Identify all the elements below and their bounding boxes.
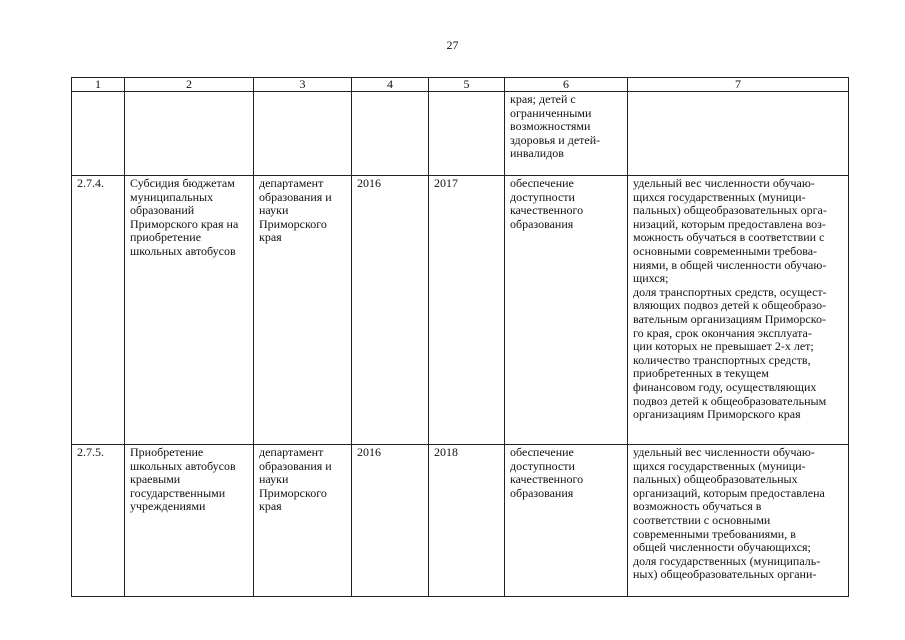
text-line: Приморского края на	[130, 216, 239, 231]
program-activities-table	[71, 77, 849, 597]
text-line: муниципальных	[130, 189, 214, 204]
text-line: доля государственных (муниципаль-	[633, 553, 821, 568]
text-line: возможностями	[510, 119, 591, 134]
text-line: образования и	[259, 458, 332, 473]
text-line: департамент	[259, 445, 324, 459]
text-line: ных) общеобразовательных органи-	[633, 567, 817, 582]
text-line: ограниченными	[510, 105, 592, 120]
text-line: пальных) общеобразовательных орга-	[633, 203, 827, 218]
text-line: Приморского	[259, 216, 327, 231]
text-line: края	[259, 230, 282, 245]
page-number: 27	[446, 38, 459, 52]
column-number-row	[72, 78, 849, 92]
text-line: Приобретение	[130, 445, 204, 459]
text-line: науки	[259, 203, 289, 218]
text-line: науки	[259, 472, 289, 487]
item-number-cell: 2.7.5.	[72, 445, 125, 597]
text-line: доступности	[510, 189, 575, 204]
text-line: количество транспортных средств,	[633, 352, 811, 367]
start-year-cell	[352, 92, 429, 176]
text-line: возможность обучаться в	[633, 499, 762, 514]
text-line: края	[259, 499, 282, 514]
end-year-cell: 2017	[429, 176, 505, 445]
text-line: обеспечение	[510, 176, 574, 190]
text-line: основными современными требова-	[633, 243, 818, 258]
text-line: Субсидия бюджетам	[130, 176, 235, 190]
indicators-cell	[628, 176, 849, 445]
text-line: пальных) общеобразовательных	[633, 472, 798, 487]
column-number: 5	[429, 78, 505, 92]
text-line: Приморского	[259, 485, 327, 500]
text-line: доля транспортных средств, осущест-	[633, 284, 827, 299]
indicators-cell	[628, 92, 849, 176]
column-number: 4	[352, 78, 429, 92]
text-line: обеспечение	[510, 445, 574, 459]
text-line: щихся государственных (муници-	[633, 458, 806, 473]
text-line: качественного	[510, 203, 584, 218]
start-year-cell: 2016	[352, 176, 429, 445]
text-line: департамент	[259, 176, 324, 190]
text-line: образования и	[259, 189, 332, 204]
text-line: вляющих подвоз детей к общеобразо-	[633, 298, 827, 313]
text-line: современными требованиями, в	[633, 526, 796, 541]
text-line: удельный вес численности обучаю-	[633, 176, 815, 190]
table-row-2-7-5	[72, 445, 849, 597]
start-year-cell: 2016	[352, 445, 429, 597]
result-cell	[505, 445, 628, 597]
text-line: низаций, которым предоставлена воз-	[633, 216, 826, 231]
executor-cell	[254, 92, 352, 176]
text-line: организациям Приморского края	[633, 407, 801, 422]
text-line: доступности	[510, 458, 575, 473]
table-row-continuation	[72, 92, 849, 176]
result-cell	[505, 176, 628, 445]
executor-cell	[254, 445, 352, 597]
text-line: финансовом году, осуществляющих	[633, 379, 817, 394]
text-line: го края, срок окончания эксплуата-	[633, 325, 812, 340]
text-line: щихся;	[633, 271, 669, 286]
text-line: удельный вес численности обучаю-	[633, 445, 815, 459]
text-line: приобретенных в текущем	[633, 366, 769, 381]
text-line: школьных автобусов	[130, 458, 236, 473]
text-line: соответствии с основными	[633, 512, 771, 527]
text-line: образования	[510, 485, 574, 500]
executor-cell	[254, 176, 352, 445]
column-number: 3	[254, 78, 352, 92]
text-line: общей численности обучающихся;	[633, 540, 811, 555]
text-line: ции которых не превышает 2-х лет;	[633, 339, 814, 354]
text-line: образования	[510, 216, 574, 231]
item-number-cell	[72, 92, 125, 176]
end-year-cell: 2018	[429, 445, 505, 597]
indicators-cell	[628, 445, 849, 597]
text-line: образований	[130, 203, 195, 218]
item-name-cell	[125, 445, 254, 597]
text-line: государственными	[130, 485, 226, 500]
text-line: качественного	[510, 472, 584, 487]
text-line: школьных автобусов	[130, 243, 236, 258]
column-number: 6	[505, 78, 628, 92]
table-row-2-7-4	[72, 176, 849, 445]
text-line: краевыми	[130, 472, 181, 487]
text-line: подвоз детей к общеобразовательным	[633, 393, 827, 408]
text-line: можность обучаться в соответствии с	[633, 230, 825, 245]
item-name-cell	[125, 176, 254, 445]
result-cell	[505, 92, 628, 176]
end-year-cell	[429, 92, 505, 176]
text-line: инвалидов	[510, 146, 564, 161]
text-line: здоровья и детей-	[510, 132, 601, 147]
column-number: 1	[72, 78, 125, 92]
text-line: края; детей с	[510, 92, 576, 106]
text-line: учреждениями	[130, 499, 206, 514]
text-line: щихся государственных (муници-	[633, 189, 806, 204]
column-number: 2	[125, 78, 254, 92]
text-line: ниями, в общей численности обучаю-	[633, 257, 827, 272]
text-line: организаций, которым предоставлена	[633, 485, 825, 500]
text-line: приобретение	[130, 230, 202, 245]
item-number-cell: 2.7.4.	[72, 176, 125, 445]
text-line: вательным организациям Приморско-	[633, 311, 826, 326]
column-number: 7	[628, 78, 849, 92]
item-name-cell	[125, 92, 254, 176]
